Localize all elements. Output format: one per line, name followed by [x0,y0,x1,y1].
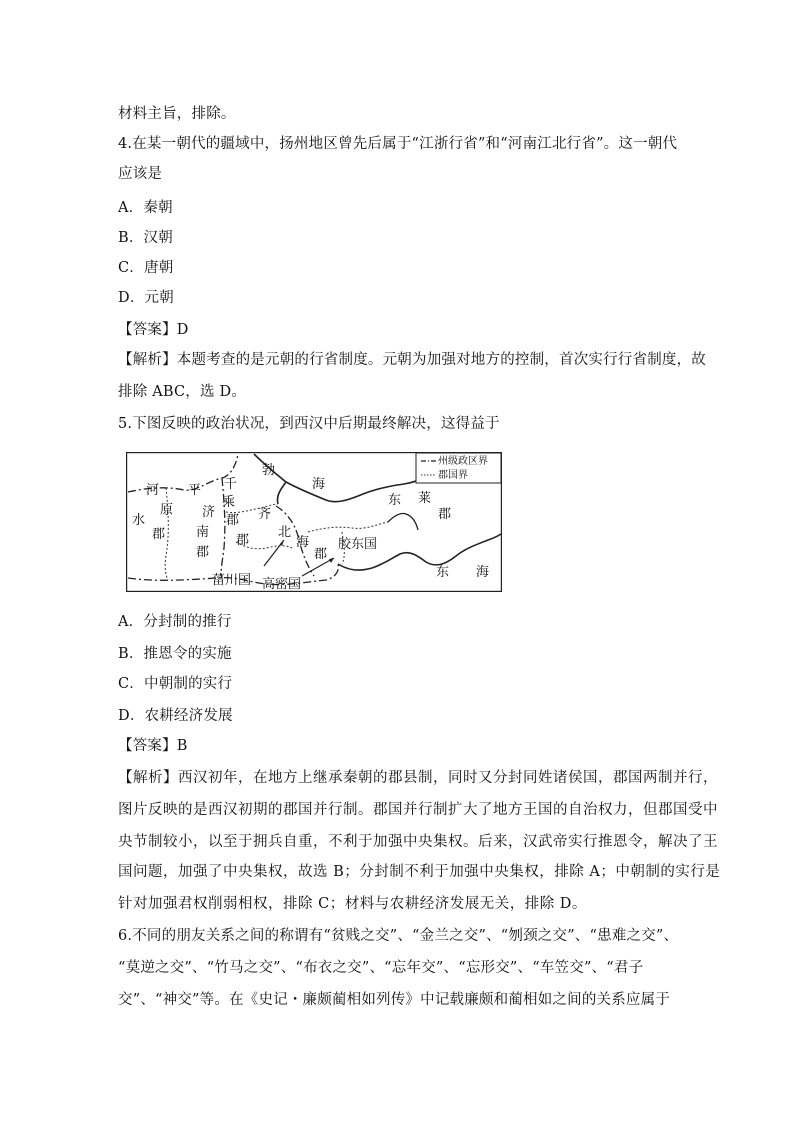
label-zichuan: 菑川国 [212,573,252,588]
label-hai: 海 [296,535,310,550]
q4-answer: 【答案】D [118,322,189,338]
label-jun4: 郡 [226,513,240,528]
q5-analysis-line-3: 央节制较小，以至于拥兵自重，不利于加强中央集权。后来，汉武帝实行推恩令，解决了王 [118,834,718,850]
label-jun3: 郡 [196,545,210,560]
label-jun7: 郡 [438,507,452,522]
western-han-map [126,452,502,592]
map-svg [126,452,502,592]
label-bei: 北 [278,525,292,540]
label-sheng: 乘 [222,495,236,510]
q5-analysis-line-5: 针对加强君权削弱相权，排除 C；材料与农耕经济发展无关，排除 D。 [118,896,587,912]
label-lai: 莱 [418,491,432,506]
q4-option-c: C．唐朝 [118,260,174,276]
label-nan: 南 [196,525,210,540]
label-donghai-dong: 东 [436,565,450,580]
legend-state-label: 州级政区界 [438,456,488,467]
continuation-text: 材料主旨，排除。 [118,106,236,122]
q4-option-b: B．汉朝 [118,230,173,246]
q5-option-d: D．农耕经济发展 [118,708,233,724]
q5-option-a: A．分封制的推行 [118,614,232,630]
label-gaomi: 高密国 [262,577,302,592]
legend-commandery-label: 郡国界 [438,470,468,481]
label-qian: 千 [224,477,238,492]
label-he: 河 [146,483,160,498]
q5-analysis-line-1: 【解析】西汉初年，在地方上继承秦朝的郡县制，同时又分封同姓诸侯国，郡国两制并行， [118,770,718,786]
q4-analysis-line-2: 排除 ABC，选 D。 [118,384,247,400]
q5-option-b: B．推恩令的实施 [118,646,232,662]
label-hai2: 海 [312,477,326,492]
q5-answer: 【答案】B [118,738,188,754]
label-yuan: 原 [160,503,174,518]
q5-stem: 5.下图反映的政治状况，到西汉中后期最终解决，这得益于 [118,416,500,432]
label-jun5: 郡 [236,533,250,548]
q4-option-d: D．元朝 [118,290,174,306]
q5-analysis-line-4: 国问题，加强了中央集权，故选 B；分封制不利于加强中央集权，排除 A；中朝制的实行是 [118,864,721,880]
label-jiaodong: 胶东国 [338,537,378,552]
q5-analysis-line-2: 图片反映的是西汉初期的郡国并行制。郡国并行制扩大了地方王国的自治权力，但郡国受中 [118,802,718,818]
q4-stem-line-2: 应该是 [118,166,163,182]
q6-stem-line-3: 交”、“神交”等。在《史记・廉颇蔺相如列传》中记载廉颇和蔺相如之间的关系应属于 [118,992,671,1008]
label-qi: 齐 [258,507,272,522]
label-jun1: 郡 [152,527,166,542]
q4-stem-line-1: 4.在某一朝代的疆域中，扬州地区曾先后属于“江浙行省”和“河南江北行省”。这一朝代 [118,136,678,152]
label-bo: 勃 [262,463,276,478]
q4-option-a: A．秦朝 [118,200,173,216]
q6-stem-line-2: “莫逆之交”、“竹马之交”、“布衣之交”、“忘年交”、“忘形交”、“车笠交”、“君子 [118,960,644,976]
q4-analysis-line-1: 【解析】本题考查的是元朝的行省制度。元朝为加强对地方的控制，首次实行行省制度，故 [118,352,706,368]
label-ping: 平 [188,483,202,498]
q5-option-c: C．中朝制的实行 [118,676,233,692]
label-donghai-hai: 海 [476,565,490,580]
label-dong: 东 [388,493,402,508]
label-jun6: 郡 [314,547,328,562]
label-shui: 水 [132,513,146,528]
q6-stem-line-1: 6.不同的朋友关系之间的称谓有“贫贱之交”、“金兰之交”、“刎颈之交”、“患难之交”、 [118,928,679,944]
label-ji: 济 [202,505,216,520]
